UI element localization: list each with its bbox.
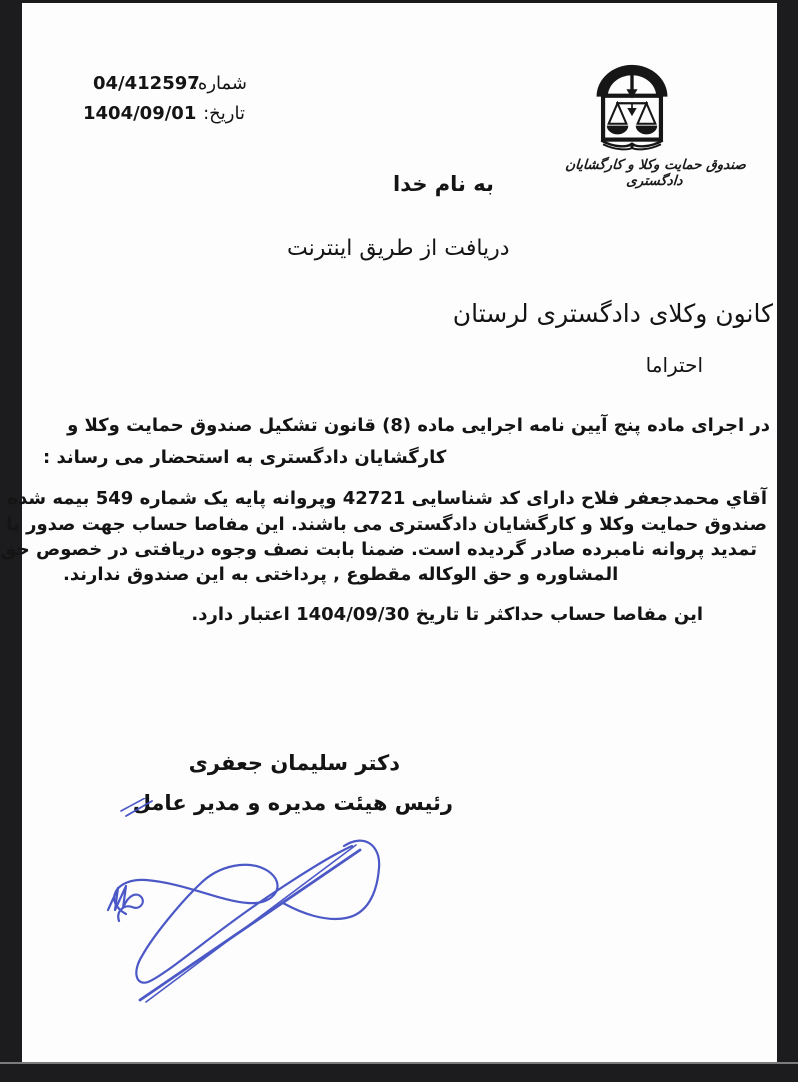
signatory-name: دکتر سلیمان جعفری bbox=[188, 751, 400, 775]
letter-date-label: تاریخ: bbox=[203, 103, 245, 124]
scales-of-justice-logo-icon bbox=[590, 56, 674, 156]
delivery-method-line: دریافت از طریق اینترنت bbox=[287, 236, 510, 261]
letter-number-value: 04/412597 bbox=[93, 73, 200, 94]
handwritten-signature bbox=[88, 798, 383, 1004]
salutation-line: احتراما bbox=[645, 353, 703, 377]
recipient-line: کانون وکلای دادگستری لرستان bbox=[452, 299, 773, 328]
bismillah-heading: به نام خدا bbox=[393, 172, 494, 196]
letter-number-label: شماره: bbox=[191, 73, 247, 94]
scan-border-right bbox=[777, 0, 798, 1080]
body-paragraph2-line4: المشاوره و حق الوکاله مقطوع , پرداختی به این صندوق ندارند. bbox=[63, 564, 619, 585]
body-paragraph2-line2: صندوق حمایت وکلا و کارگشایان دادگستری می باشند. این مفاصا حساب جهت صدور یا bbox=[6, 514, 767, 535]
body-paragraph2-line1: آقاي محمدجعفر فلاح دارای کد شناسایی 42721 وپروانه پایه یک شماره 549 بیمه شده bbox=[7, 488, 767, 509]
letter-date-value: 1404/09/01 bbox=[83, 103, 197, 124]
body-paragraph2-line3: تمدید پروانه نامبرده صادر گردیده است. ضمنا بابت نصف وجوه دریافتی در خصوص حق bbox=[0, 539, 757, 560]
org-name-calligraphy: صندوق حمایت وکلا و کارگشایان دادگستری bbox=[564, 157, 747, 189]
validity-line: این مفاصا حساب حداکثر تا تاریخ 1404/09/30 اعتبار دارد. bbox=[191, 604, 703, 625]
body-paragraph1-line1: در اجرای ماده پنج آیین نامه اجرایی ماده (8) قانون تشکیل صندوق حمایت وکلا و bbox=[67, 415, 770, 436]
signatory-title: رئیس هیئت مدیره و مدیر عامل bbox=[132, 791, 453, 815]
body-paragraph1-line2: کارگشایان دادگستری به استحضار می رساند : bbox=[43, 447, 447, 468]
scan-border-bottom bbox=[0, 1062, 798, 1082]
